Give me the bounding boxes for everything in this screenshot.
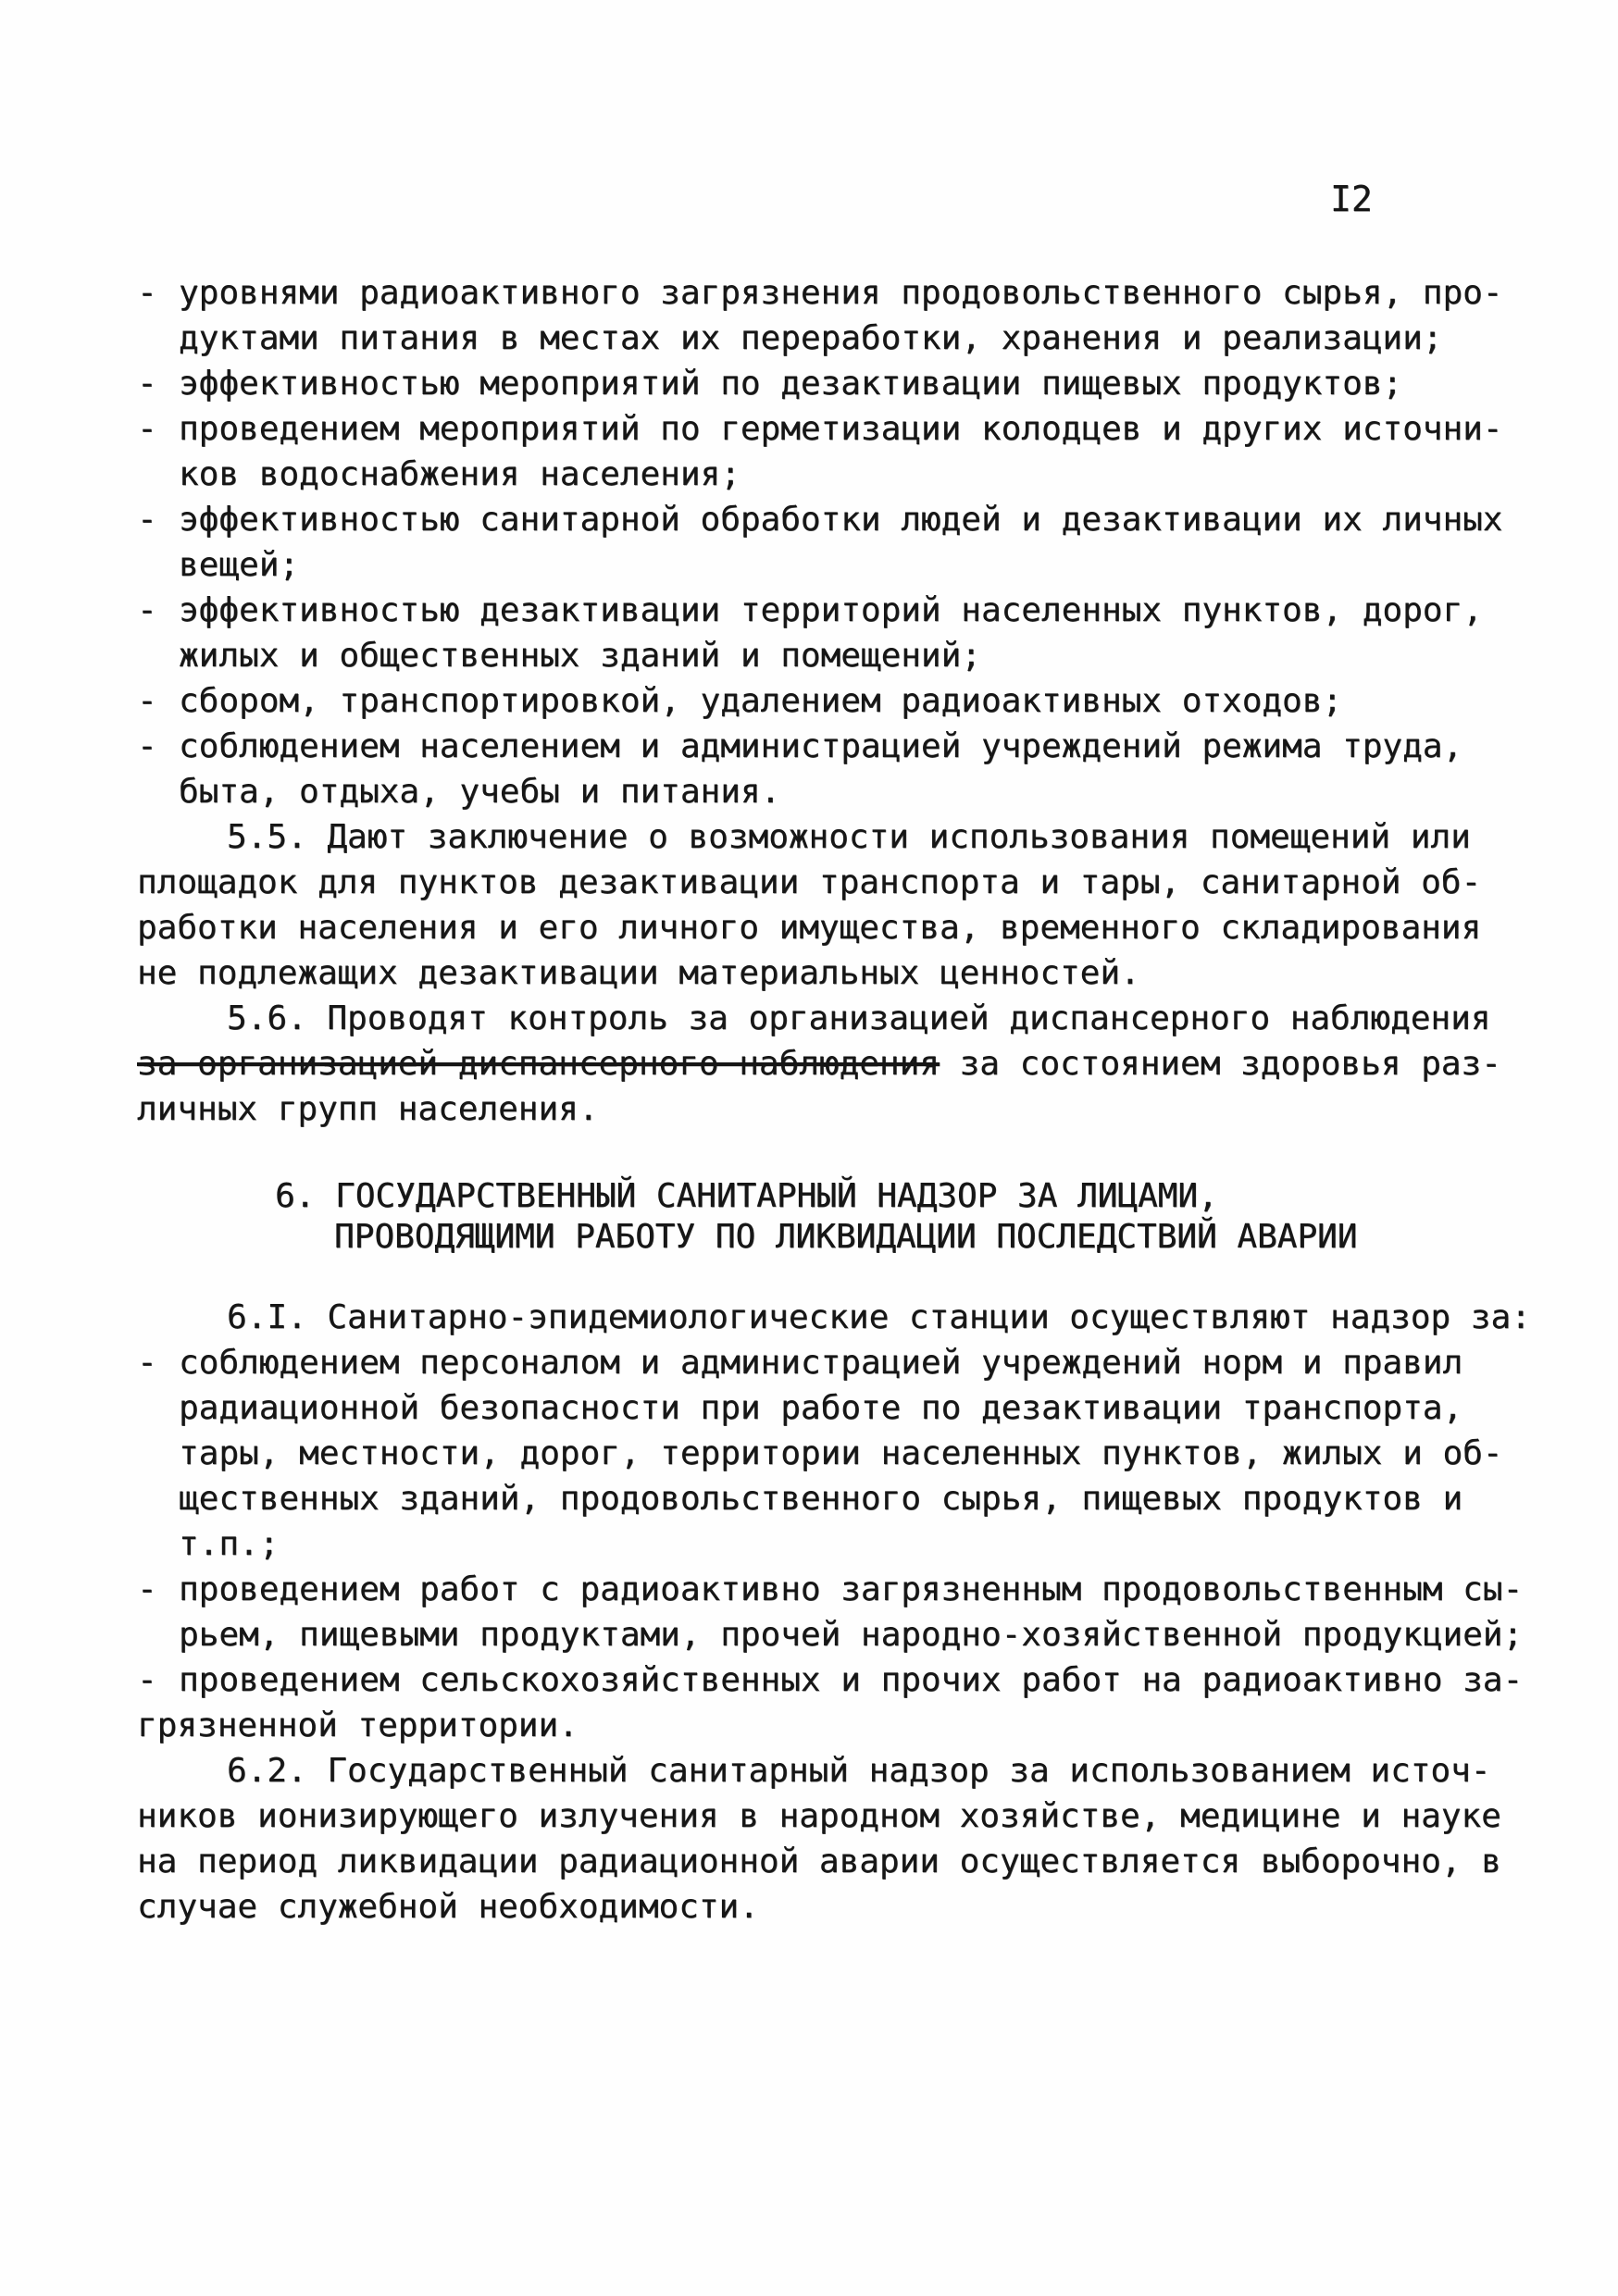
line-text: 6.2. Государственный санитарный надзор за использованием источ- xyxy=(227,1752,1491,1790)
text-line xyxy=(137,1385,1535,1431)
bullet-dash: - xyxy=(137,727,157,765)
line-text: работки населения и его личного имущества, временного складирования xyxy=(137,909,1482,947)
text-line xyxy=(137,678,1535,724)
line-text: проведением работ с радиоактивно загрязненным продовольственным сы- xyxy=(179,1570,1524,1608)
bullet-dash: - xyxy=(137,1344,157,1382)
line-text: случае служебной необходимости. xyxy=(137,1888,759,1926)
line-text: грязненной территории. xyxy=(137,1706,579,1744)
text-line xyxy=(137,1567,1535,1612)
section-heading xyxy=(137,1176,1535,1258)
text-line xyxy=(137,769,1535,814)
section-heading-line: ПРОВОДЯЩИМИ РАБОТУ ПО ЛИКВИДАЦИИ ПОСЛЕДСТВИЙ АВАРИИ xyxy=(334,1218,1358,1256)
line-text: проведением сельскохозяйственных и прочих работ на радиоактивно за- xyxy=(179,1661,1524,1699)
text-line xyxy=(137,1476,1535,1521)
line-text: сбором, транспортировкой, удалением радиоактивных отходов; xyxy=(179,682,1343,720)
line-text: т.п.; xyxy=(179,1525,280,1563)
bullet-dash: - xyxy=(137,591,157,629)
text-line xyxy=(137,1748,1535,1793)
text-line xyxy=(137,1295,1535,1340)
text-line xyxy=(137,1041,1535,1086)
bullet-dash: - xyxy=(137,410,157,448)
line-text: эффективностью мероприятий по дезактивации пищевых продуктов; xyxy=(179,365,1403,403)
text-line xyxy=(137,1340,1535,1385)
bullet-dash: - xyxy=(137,365,157,403)
text-line xyxy=(137,588,1535,633)
text-line xyxy=(137,1521,1535,1567)
line-text: вещей; xyxy=(179,546,300,584)
text-line xyxy=(137,860,1535,905)
text-line xyxy=(137,724,1535,769)
text-line xyxy=(137,316,1535,361)
line-text: личных групп населения. xyxy=(137,1090,599,1128)
line-text: дуктами питания в местах их переработки, хранения и реализации; xyxy=(179,319,1443,357)
text-line xyxy=(137,406,1535,452)
section-heading-line: 6. ГОСУДАРСТВЕННЫЙ САНИТАРНЫЙ НАДЗОР ЗА ЛИЦАМИ, xyxy=(275,1177,1218,1215)
text-line xyxy=(137,1657,1535,1703)
line-text: уровнями радиоактивного загрязнения продовольственного сырья, про- xyxy=(179,274,1503,312)
line-text: жилых и общественных зданий и помещений; xyxy=(179,637,981,675)
text-line xyxy=(137,1086,1535,1132)
text-line xyxy=(137,1839,1535,1884)
text-line xyxy=(137,814,1535,860)
line-text: соблюдением персоналом и администрацией учреждений норм и правил xyxy=(179,1344,1463,1382)
text-line xyxy=(137,1884,1535,1930)
line-text: 5.6. Проводят контроль за организацией диспансерного наблюдения xyxy=(227,999,1491,1037)
bullet-dash: - xyxy=(137,1570,157,1608)
text-line xyxy=(137,452,1535,497)
line-text: ков водоснабжения населения; xyxy=(179,455,741,493)
bullet-dash: - xyxy=(137,1661,157,1699)
bullet-dash: - xyxy=(137,501,157,539)
text-line xyxy=(137,1612,1535,1657)
line-text: эффективностью дезактивации территорий населенных пунктов, дорог, xyxy=(179,591,1483,629)
text-line xyxy=(137,1431,1535,1476)
text-line xyxy=(137,905,1535,950)
line-text: ников ионизирующего излучения в народном хозяйстве, медицине и науке xyxy=(137,1797,1501,1835)
text-line xyxy=(137,497,1535,542)
text-line xyxy=(137,1703,1535,1748)
line-text: соблюдением населением и администрацией учреждений режима труда, xyxy=(179,727,1463,765)
text-line xyxy=(137,270,1535,316)
bullet-dash: - xyxy=(137,682,157,720)
line-text: эффективностью санитарной обработки людей и дезактивации их личных xyxy=(179,501,1503,539)
line-text: рьем, пищевыми продуктами, прочей народно-хозяйственной продукцией; xyxy=(179,1616,1524,1654)
text-line xyxy=(137,1793,1535,1839)
text-line xyxy=(137,996,1535,1041)
line-text: радиационной безопасности при работе по дезактивации транспорта, xyxy=(179,1389,1463,1427)
line-text: 5.5. Дают заключение о возможности использования помещений или xyxy=(227,818,1471,856)
body-text-block-bottom xyxy=(137,1295,1535,1930)
line-text: 6.I. Санитарно-эпидемиологические станции осуществляют надзор за: xyxy=(227,1298,1531,1336)
line-text: за состоянием здоровья раз- xyxy=(939,1045,1501,1083)
line-text: тары, местности, дорог, территории населенных пунктов, жилых и об- xyxy=(179,1434,1503,1472)
text-line xyxy=(137,633,1535,678)
body-text-block-top xyxy=(137,270,1535,1132)
strikethrough-text: за организацией диспансерного наблюдения xyxy=(137,1045,940,1083)
line-text: проведением мероприятий по герметизации колодцев и других источни- xyxy=(179,410,1503,448)
bullet-dash: - xyxy=(137,274,157,312)
text-line xyxy=(137,361,1535,406)
line-text: на период ликвидации радиационной аварии осуществляется выборочно, в xyxy=(137,1843,1501,1880)
line-text: щественных зданий, продовольственного сырья, пищевых продуктов и xyxy=(179,1480,1463,1518)
text-line xyxy=(137,542,1535,588)
line-text: не подлежащих дезактивации материальных ценностей. xyxy=(137,954,1140,992)
page-number: I2 xyxy=(1330,179,1373,219)
line-text: быта, отдыха, учебы и питания. xyxy=(179,773,781,811)
line-text: площадок для пунктов дезактивации транспорта и тары, санитарной об- xyxy=(137,863,1482,901)
text-line xyxy=(137,950,1535,996)
